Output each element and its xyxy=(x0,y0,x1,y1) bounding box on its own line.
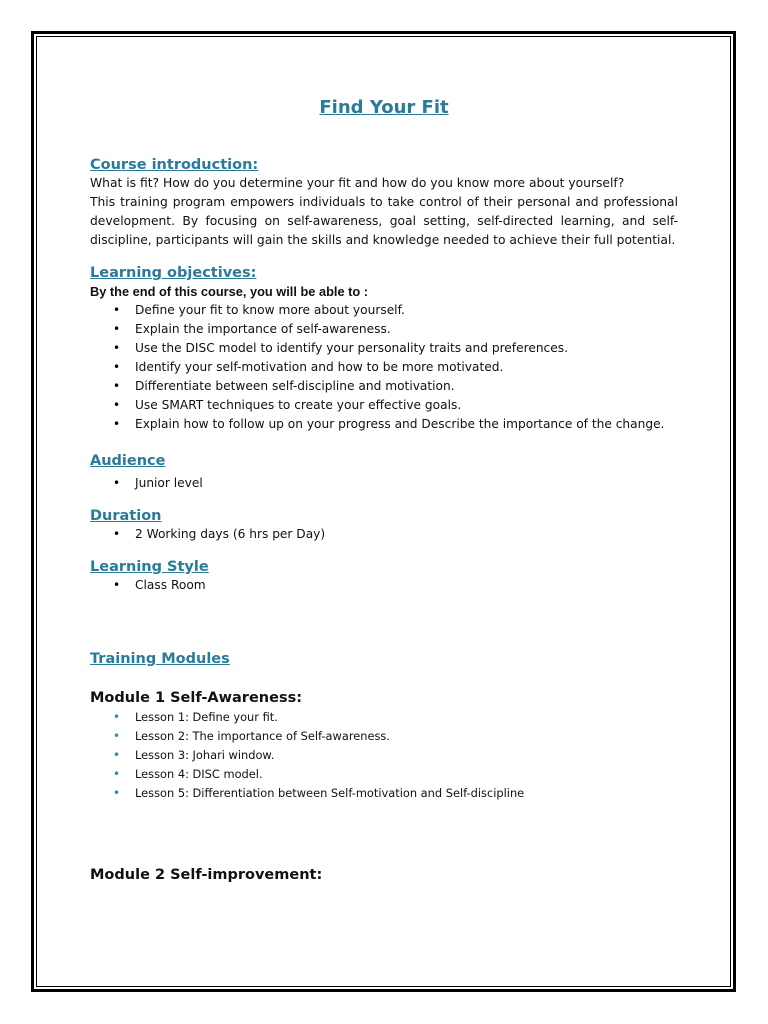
list-item xyxy=(113,415,678,434)
audience-heading: Audience xyxy=(90,453,166,469)
course-introduction-heading: Course introduction: xyxy=(90,157,259,173)
list-item-text: Lesson 3: Johari window. xyxy=(135,748,275,762)
list-item-text: Differentiate between self-discipline and motivation. xyxy=(135,379,455,393)
list-item xyxy=(113,320,678,339)
learning-style-list xyxy=(90,576,678,595)
list-item-text: Lesson 2: The importance of Self-awareness. xyxy=(135,729,390,743)
list-item xyxy=(113,396,678,415)
list-item xyxy=(113,377,678,396)
bullet-icon: • xyxy=(113,476,121,490)
bullet-icon: • xyxy=(113,527,121,541)
document-page xyxy=(90,94,678,885)
list-item xyxy=(113,727,678,746)
list-item-text: Explain the importance of self-awareness. xyxy=(135,322,391,336)
bullet-icon: • xyxy=(113,379,121,393)
course-introduction-section xyxy=(90,156,678,250)
bullet-icon: • xyxy=(113,767,121,781)
learning-objectives-lead-in: By the end of this course, you will be able to : xyxy=(90,284,369,299)
bullet-icon: • xyxy=(113,710,121,724)
training-modules-heading: Training Modules xyxy=(90,651,230,667)
list-item xyxy=(113,576,678,595)
learning-objectives-heading: Learning objectives: xyxy=(90,265,257,281)
list-item-text: Class Room xyxy=(135,578,206,592)
bullet-icon: • xyxy=(113,729,121,743)
course-introduction-question: What is fit? How do you determine your fit and how do you know more about yourself? xyxy=(90,176,625,190)
bullet-icon: • xyxy=(113,417,121,431)
list-item xyxy=(113,301,678,320)
list-item-text: Lesson 4: DISC model. xyxy=(135,767,263,781)
bullet-icon: • xyxy=(113,360,121,374)
list-item-text: Lesson 5: Differentiation between Self-motivation and Self-discipline xyxy=(135,786,525,800)
document-title: Find Your Fit xyxy=(319,97,449,118)
bullet-icon: • xyxy=(113,341,121,355)
learning-style-section xyxy=(90,558,678,595)
list-item-text: 2 Working days (6 hrs per Day) xyxy=(135,527,326,541)
list-item xyxy=(113,339,678,358)
bullet-icon: • xyxy=(113,786,121,800)
duration-section xyxy=(90,507,678,544)
list-item-text: Junior level xyxy=(135,476,203,490)
learning-style-heading: Learning Style xyxy=(90,559,209,575)
bullet-icon: • xyxy=(113,398,121,412)
list-item-text: Explain how to follow up on your progress and Describe the importance of the change. xyxy=(135,417,665,431)
list-item-text: Use the DISC model to identify your personality traits and preferences. xyxy=(135,341,568,355)
list-item xyxy=(113,525,678,544)
bullet-icon: • xyxy=(113,578,121,592)
list-item xyxy=(113,358,678,377)
module-2-title: Module 2 Self-improvement: xyxy=(90,867,323,883)
list-item xyxy=(113,784,678,803)
bullet-icon: • xyxy=(113,748,121,762)
audience-list xyxy=(90,474,678,493)
list-item xyxy=(113,746,678,765)
duration-heading: Duration xyxy=(90,508,162,524)
duration-list xyxy=(90,525,678,544)
bullet-icon: • xyxy=(113,303,121,317)
module-1-lessons xyxy=(90,708,678,803)
bullet-icon: • xyxy=(113,322,121,336)
list-item-text: Identify your self-motivation and how to be more motivated. xyxy=(135,360,504,374)
list-item xyxy=(113,474,678,493)
list-item-text: Define your fit to know more about yourself. xyxy=(135,303,405,317)
learning-objectives-section xyxy=(90,264,678,434)
list-item-text: Lesson 1: Define your fit. xyxy=(135,710,278,724)
training-modules-section xyxy=(90,650,678,885)
list-item xyxy=(113,765,678,784)
audience-section xyxy=(90,452,678,493)
course-introduction-paragraph: This training program empowers individuals to take control of their personal and professional development. By focusing on self-awareness, goal setting, self-directed learning, and self-discipline, participants will gain the skills and knowledge needed to achieve their full potential. xyxy=(90,195,678,247)
module-1-title: Module 1 Self-Awareness: xyxy=(90,690,303,706)
list-item xyxy=(113,708,678,727)
learning-objectives-list xyxy=(90,301,678,434)
list-item-text: Use SMART techniques to create your effective goals. xyxy=(135,398,462,412)
